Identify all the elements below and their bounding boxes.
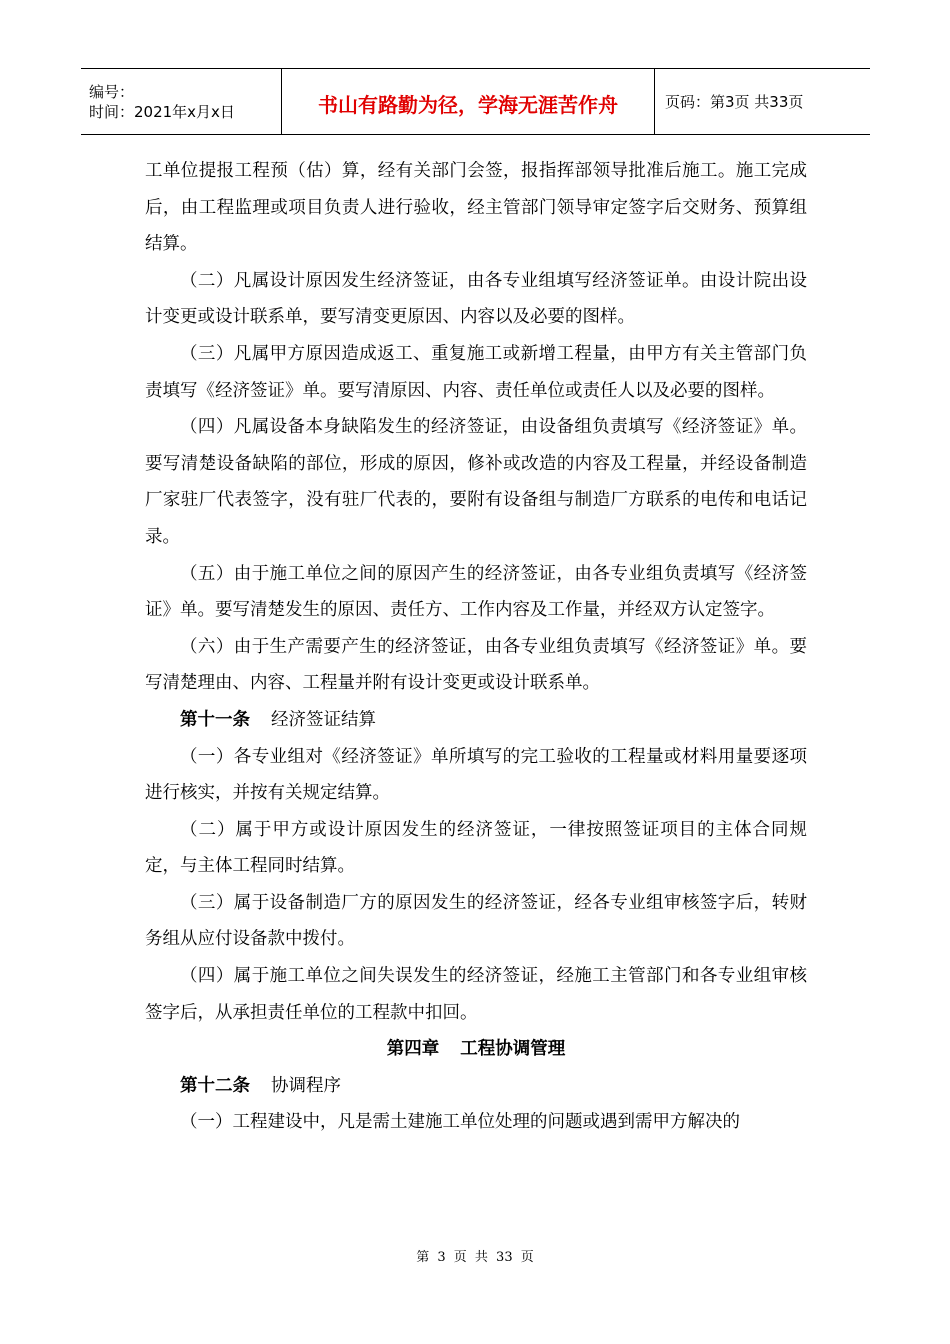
paragraph: （二）属于甲方或设计原因发生的经济签证，一律按照签证项目的主体合同规定，与主体工程同时结算。: [145, 819, 807, 877]
chapter-title: 工程协调管理: [460, 1039, 566, 1060]
document-body: [145, 153, 807, 1141]
paragraph: （三）属于设备制造厂方的原因发生的经济签证，经各专业组审核签字后，转财务组从应付设备款中拨付。: [145, 892, 807, 950]
paragraph: （一）工程建设中，凡是需土建施工单位处理的问题或遇到需甲方解决的: [180, 1112, 740, 1133]
header-meta: [81, 69, 282, 134]
article-number: 第十一条: [180, 709, 250, 730]
paragraph: 工单位提报工程预（估）算，经有关部门会签，报指挥部领导批准后施工。施工完成后，由工程监理或项目负责人进行验收，经主管部门领导审定签字后交财务、预算组结算。: [145, 161, 807, 255]
article-heading: [145, 702, 807, 739]
header-page-cell: [655, 69, 870, 134]
article-title: 经济签证结算: [271, 709, 376, 730]
article-number: 第十二条: [180, 1075, 250, 1096]
article-title: 协调程序: [271, 1075, 341, 1096]
paragraph: （五）由于施工单位之间的原因产生的经济签证，由各专业组负责填写《经济签证》单。要写清楚发生的原因、责任方、工作内容及工作量，并经双方认定签字。: [145, 563, 807, 621]
header-motto-cell: [282, 69, 655, 134]
paragraph: （三）凡属甲方原因造成返工、重复施工或新增工程量，由甲方有关主管部门负责填写《经济签证》单。要写清原因、内容、责任单位或责任人以及必要的图样。: [145, 343, 807, 401]
paragraph: （四）属于施工单位之间失误发生的经济签证，经施工主管部门和各专业组审核签字后，从承担责任单位的工程款中扣回。: [145, 966, 807, 1023]
paragraph: （四）凡属设备本身缺陷发生的经济签证，由设备组负责填写《经济签证》单。要写清楚设备缺陷的部位，形成的原因，修补或改造的内容及工程量，并经设备制造厂家驻厂代表签字，没有驻厂代表的，要附有设备组与制造厂方联系的电传和电话记录。: [145, 417, 807, 547]
date-label: 时间：2021年x月x日: [89, 102, 235, 121]
page-footer: 第 3 页 共 33 页: [416, 1250, 534, 1265]
article-heading: [145, 1068, 807, 1105]
paragraph: （二）凡属设计原因发生经济签证，由各专业组填写经济签证单。由设计院出设计变更或设计联系单，要写清变更原因、内容以及必要的图样。: [145, 270, 807, 328]
motto: 书山有路勤为径，学海无涯苦作舟: [318, 93, 618, 117]
paragraph: （六）由于生产需要产生的经济签证，由各专业组负责填写《经济签证》单。要写清楚理由、内容、工程量并附有设计变更或设计联系单。: [145, 636, 807, 694]
page-header: [81, 68, 870, 135]
chapter-heading: [145, 1031, 807, 1068]
paragraph: （一）各专业组对《经济签证》单所填写的完工验收的工程量或材料用量要逐项进行核实，并按有关规定结算。: [145, 746, 807, 804]
serial-number-label: 编号：: [89, 82, 135, 101]
page-info: 页码：第3页 共33页: [665, 93, 804, 111]
chapter-number: 第四章: [386, 1039, 440, 1060]
